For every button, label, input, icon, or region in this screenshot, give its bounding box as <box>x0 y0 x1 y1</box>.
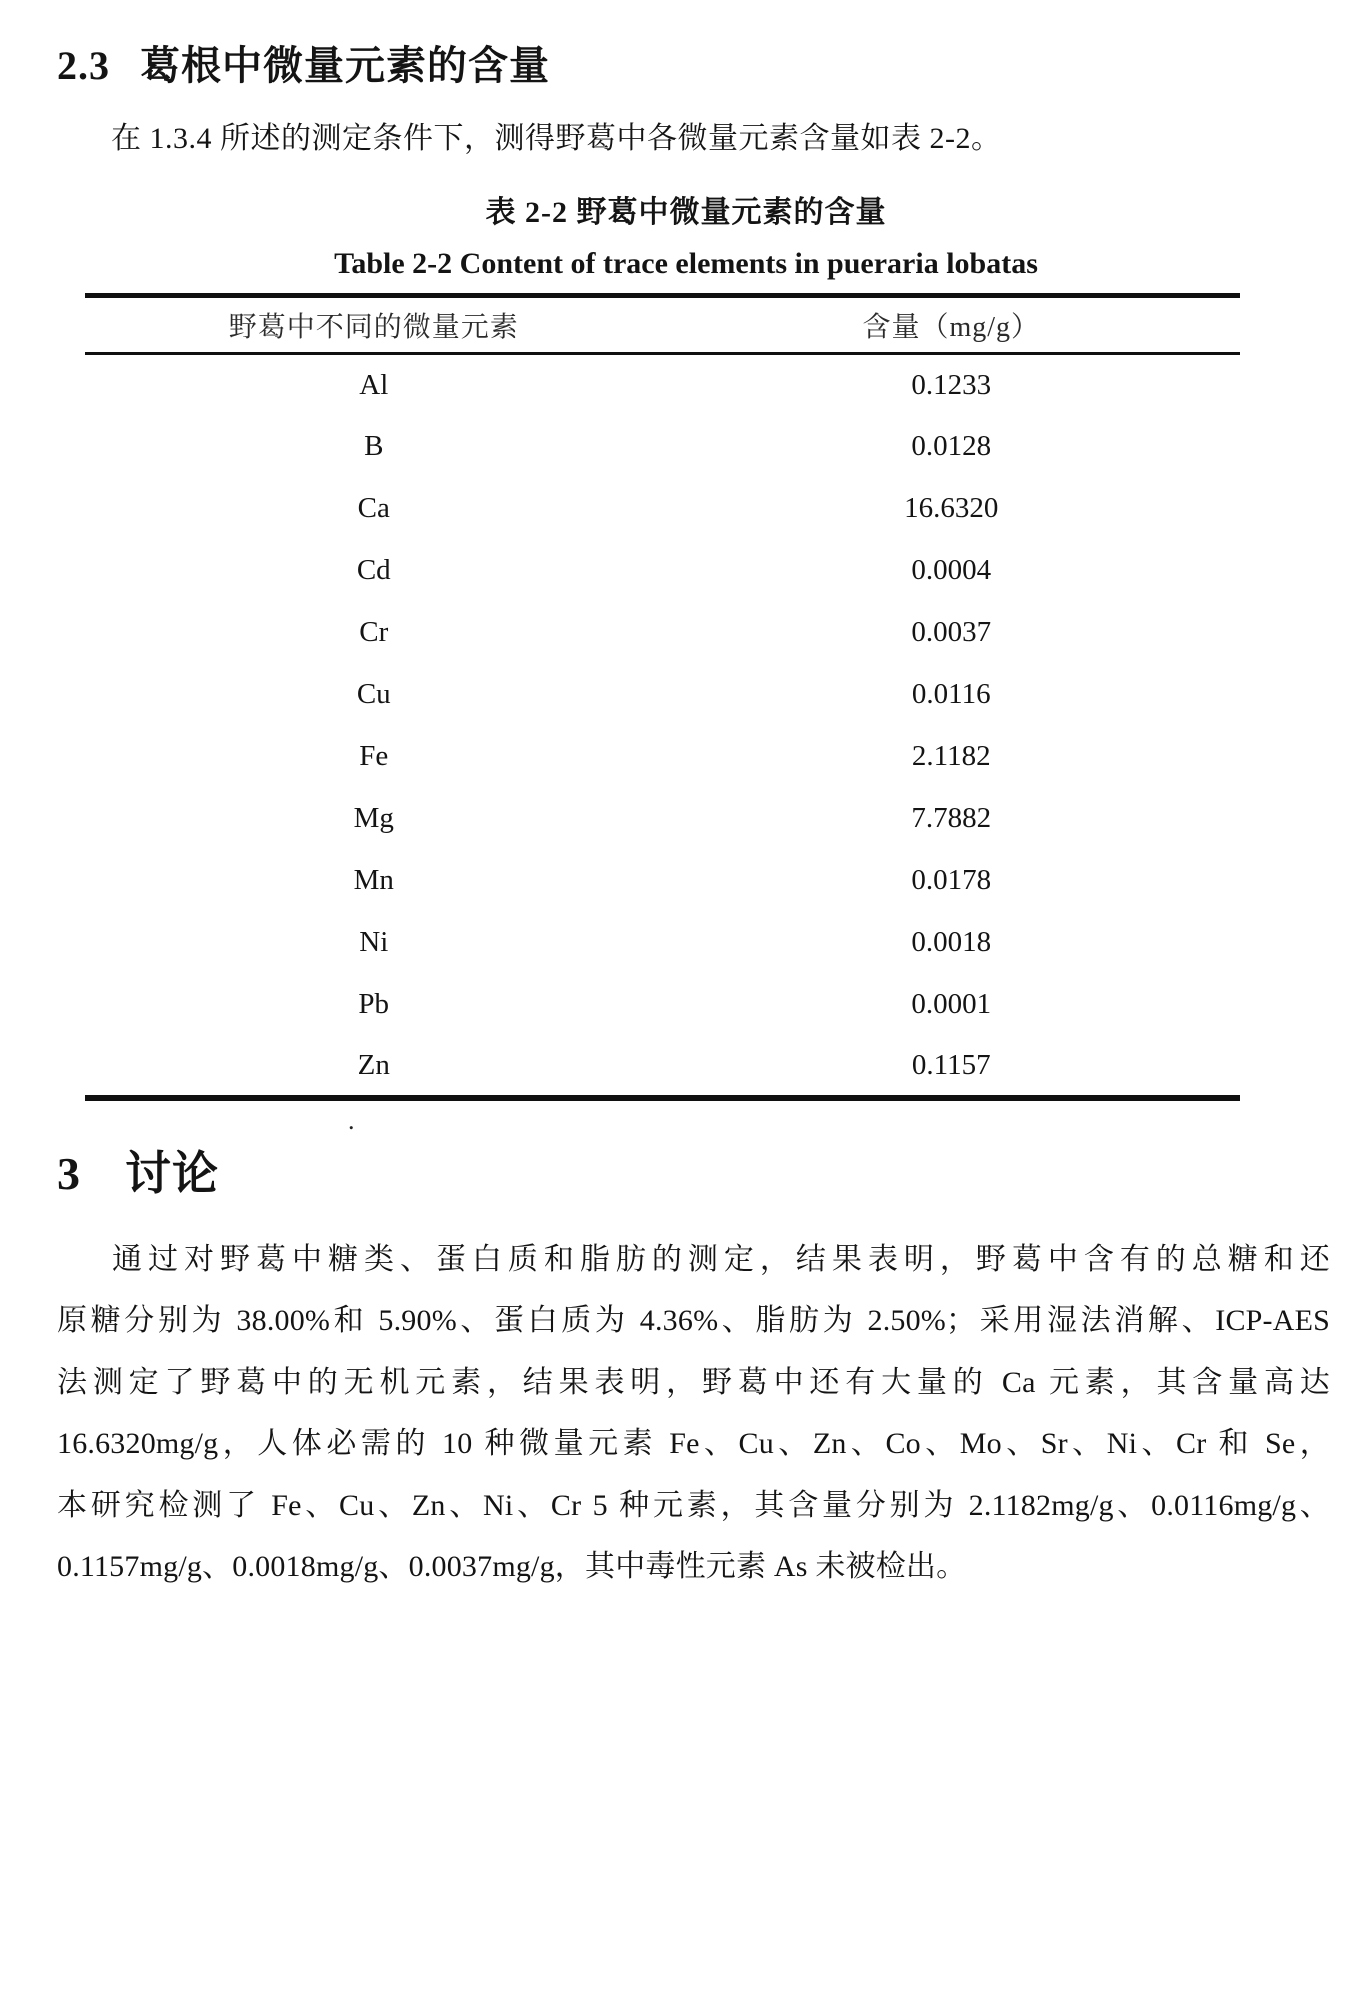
element-symbol-cell: B <box>364 430 384 462</box>
table-row <box>85 354 1240 416</box>
element-symbol-cell: Ni <box>359 926 389 958</box>
table-row <box>85 788 1240 850</box>
element-content-cell: 2.1182 <box>911 740 991 772</box>
element-content-cell: 0.0178 <box>911 864 992 896</box>
element-content-cell: 7.7882 <box>911 802 992 834</box>
section-2-3-number: 2.3 <box>57 43 110 88</box>
element-symbol-cell: Ca <box>357 492 390 524</box>
table-row <box>85 974 1240 1036</box>
discussion-line: 法测定了野葛中的无机元素，结果表明，野葛中还有大量的 Ca 元素，其含量高达 <box>57 1365 1330 1399</box>
section-2-3-heading <box>57 34 1372 91</box>
discussion-line: 原糖分别为 38.00%和 5.90%、蛋白质为 4.36%、脂肪为 2.50%；采用湿法消解、ICP-AES <box>57 1304 1330 1337</box>
intro-paragraph: 在 1.3.4 所述的测定条件下，测得野葛中各微量元素含量如表 2-2。 <box>111 122 1002 155</box>
element-content-cell: 0.0004 <box>911 554 992 586</box>
table-row <box>85 478 1240 540</box>
table-body <box>85 354 1240 1098</box>
table-row <box>85 416 1240 478</box>
column-header-content: 含量（mg/g） <box>862 312 1041 343</box>
discussion-line: 通过对野葛中糖类、蛋白质和脂肪的测定，结果表明，野葛中含有的总糖和还 <box>112 1242 1330 1276</box>
table-row <box>85 850 1240 912</box>
element-content-cell: 0.0001 <box>911 988 992 1020</box>
table-row <box>85 540 1240 602</box>
element-content-cell: 16.6320 <box>904 492 999 524</box>
table-header-row <box>85 296 1240 354</box>
element-symbol-cell: Al <box>359 368 389 401</box>
discussion-line: 16.6320mg/g，人体必需的 10 种微量元素 Fe、Cu、Zn、Co、Mo、Sr、Ni、Cr 和 Se， <box>57 1427 1330 1460</box>
table-row <box>85 602 1240 664</box>
table-header <box>85 296 1240 354</box>
element-symbol-cell: Cr <box>359 616 389 648</box>
element-content-cell: 0.0128 <box>911 430 992 462</box>
element-symbol-cell: Fe <box>359 740 389 772</box>
element-content-cell: 0.1157 <box>911 1048 991 1081</box>
element-content-cell: 0.1233 <box>911 368 992 401</box>
element-content-cell: 0.0037 <box>911 616 992 648</box>
element-content-cell: 0.0116 <box>911 678 991 710</box>
element-symbol-cell: Mn <box>353 864 394 896</box>
table-caption-en: Table 2-2 Content of trace elements in pueraria lobatas <box>334 247 1038 280</box>
column-header-element: 野葛中不同的微量元素 <box>228 312 519 343</box>
discussion-line: 0.1157mg/g、0.0018mg/g、0.0037mg/g，其中毒性元素 As 未被检出。 <box>57 1550 967 1583</box>
element-symbol-cell: Cd <box>356 554 391 586</box>
discussion-paragraph <box>57 1229 1330 1598</box>
table-row <box>85 664 1240 726</box>
scan-artifact-dot: . <box>348 1106 355 1135</box>
element-symbol-cell: Zn <box>357 1048 390 1081</box>
section-3-number: 3 <box>57 1147 81 1199</box>
table-row <box>85 726 1240 788</box>
element-content-cell: 0.0018 <box>911 926 992 958</box>
section-2-3-title: 葛根中微量元素的含量 <box>140 43 550 88</box>
discussion-line: 本研究检测了 Fe、Cu、Zn、Ni、Cr 5 种元素，其含量分别为 2.1182mg/g、0.0116mg/g、 <box>57 1488 1330 1522</box>
element-symbol-cell: Cu <box>356 678 391 710</box>
table-caption-zh: 表 2-2 野葛中微量元素的含量 <box>485 196 887 229</box>
trace-elements-table <box>85 293 1240 1101</box>
section-3-heading <box>57 1137 1372 1203</box>
table-row <box>85 912 1240 974</box>
table-row <box>85 1036 1240 1098</box>
section-3-title: 讨论 <box>125 1147 219 1199</box>
element-symbol-cell: Pb <box>358 988 390 1020</box>
element-symbol-cell: Mg <box>353 802 394 834</box>
